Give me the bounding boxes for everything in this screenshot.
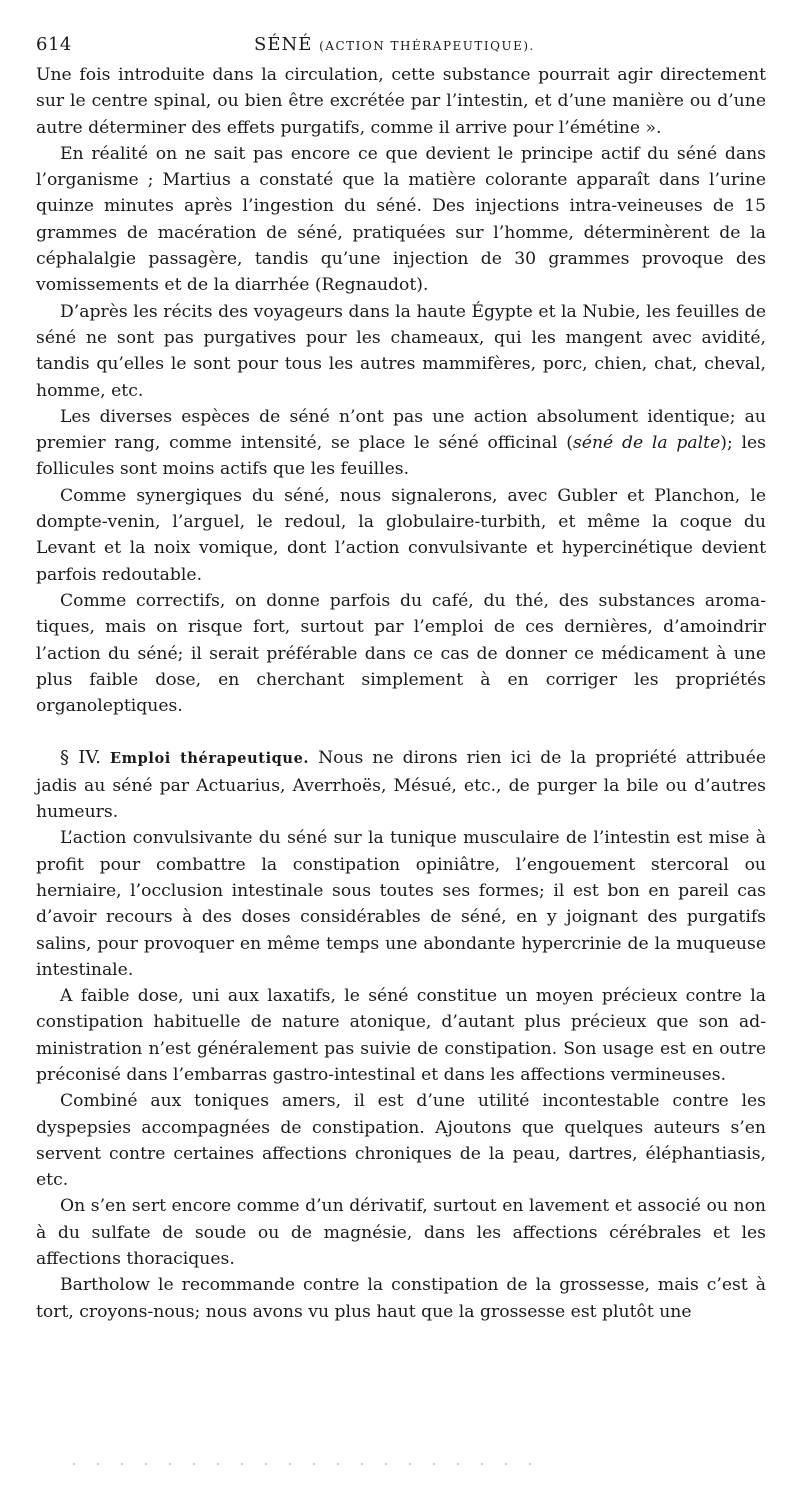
running-header <box>36 28 766 62</box>
running-title-main: SÉNÉ <box>254 34 313 55</box>
paragraph-synergists: Comme synergiques du séné, nous signalerons, avec Gubler et Planchon, le dompte-venin, l’arguel, le redoul, la globulaire-turbith, et même la coque du Levant et la noix vomique, dont l’action convulsivante et hypercinétique devient parfois redoutable. <box>36 485 766 585</box>
section-heading: Emploi thérapeutique. <box>110 750 310 768</box>
species-text-after: ); les follicules sont moins actifs que les feuilles. <box>36 433 767 480</box>
paragraph-intro: Une fois introduite dans la circulation, cette substance pourrait agir directement sur le centre spinal, ou bien être excrétée par l’intestin, et d’une manière ou d’une autre déterminer des effets purgatifs, comme il arrive pour l’émétine ». <box>36 65 766 138</box>
species-italic-term: séné de la palte <box>572 433 721 454</box>
section-iv-paragraph <box>36 745 766 825</box>
paragraph-low-dose: A faible dose, uni aux laxatifs, le séné constitue un moyen précieux contre la constipation habituelle de nature atonique, d’autant plus précieux que son administration n’est généralement pas suivie de constipation. Son usage est en outre préconisé dans l’embarras gastro-intestinal et dans les affections vermineuses. <box>36 986 766 1085</box>
book-page <box>36 28 766 1325</box>
species-text-before: Les diverses espèces de séné n’ont pas une action absolument identique; au premier rang, comme intensité, se place le séné officinal ( <box>36 406 766 454</box>
section-mark: § IV. <box>60 747 101 769</box>
running-title <box>254 34 535 55</box>
paragraph-species <box>36 404 766 483</box>
paragraph-organism: En réalité on ne sait pas encore ce que devient le principe actif du séné dans l’organisme ; Martius a constaté que la matière colorante apparaît dans l’urine quinze minutes après l’ingestion du séné. Des injections intra-veineuses de 15 grammes de macération de séné, pratiquées sur l’homme, déterminèrent de la céphalalgie passagère, tandis qu’une injection de 30 grammes provoque des vomissements et de la diarrhée (Regnaudot). <box>36 143 766 296</box>
paragraph-voyagers: D’après les récits des voyageurs dans la haute Égypte et la Nubie, les feuilles de séné ne sont pas purgatives pour les chameaux, qui les mangent avec avidité, tandis qu’elles le sont pour tous les autres mammifères, porc, chien, chat, cheval, homme, etc. <box>36 301 766 401</box>
section-lead-text: Nous ne dirons rien ici de la propriété attribuée jadis au séné par Actuarius, Averrhoës, Mésué, etc., de purger la bile ou d’autres humeurs. <box>36 748 767 823</box>
page-number: 614 <box>36 34 72 55</box>
running-title-subtitle: (ACTION THÉRAPEUTIQUE). <box>319 39 535 53</box>
paragraph-tonics: Combiné aux toniques amers, il est d’une utilité incontestable contre les dyspepsies accompagnées de constipation. Ajoutons que quelques auteurs s’en servent contre certaines affections chroniques de la peau, dartres, éléphantiasis, etc. <box>36 1091 766 1191</box>
section-spacer <box>36 719 766 745</box>
paragraph-derivative: On s’en sert encore comme d’un dérivatif, surtout en lavement et associé ou non à du sulfate de soude ou de magnésie, dans les affections cérébrales et les affections thoraciques. <box>36 1196 766 1270</box>
paragraph-bartholow: Bartholow le recommande contre la constipation de la grossesse, mais c’est à tort, croyons-nous; nous avons vu plus haut que la grossesse est plutôt une <box>36 1275 766 1322</box>
page-footer-smudge <box>62 1462 542 1466</box>
paragraph-correctives: Comme correctifs, on donne parfois du café, du thé, des substances aromatiques, mais on risque fort, surtout par l’emploi de ces dernières, d’amoindrir l’action du séné; il serait préférable dans ce cas de donner ce médicament à une plus faible dose, en cherchant simplement à en corriger les propriétés organoleptiques. <box>36 590 766 717</box>
paragraph-constipation: L’action convulsivante du séné sur la tunique musculaire de l’intestin est mise à profit pour combattre la constipation opiniâtre, l’engouement stercoral ou herniaire, l’occlusion intestinale sous toutes ses formes; il est bon en pareil cas d’avoir recours à des doses considérables de séné, en y joignant des purgatifs salins, pour provoquer en même temps une abondante hypercrinie de la muqueuse intestinale. <box>36 828 766 980</box>
